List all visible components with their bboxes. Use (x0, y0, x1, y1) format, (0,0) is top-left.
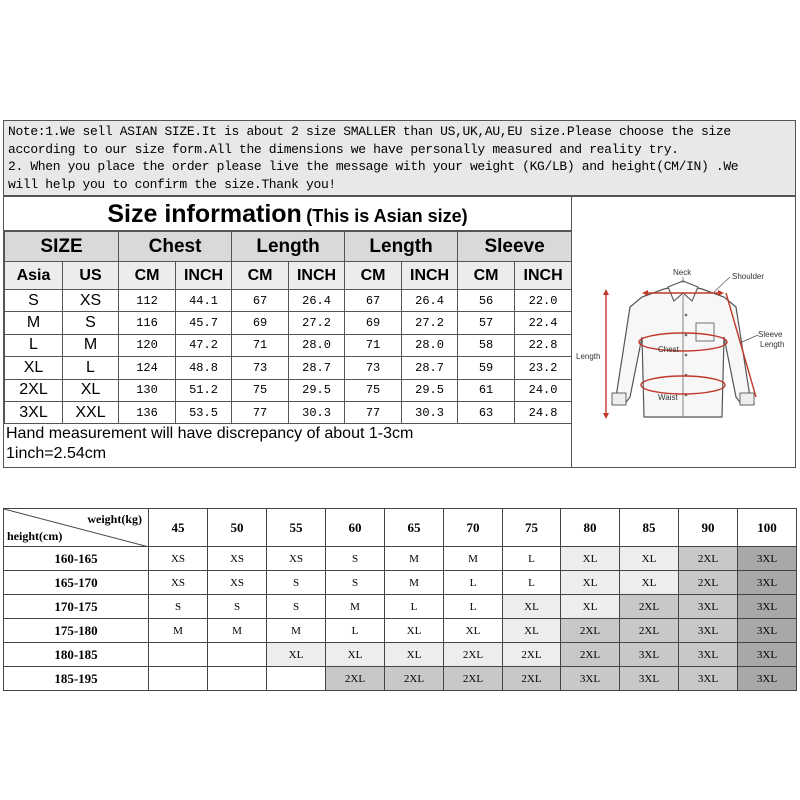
measurement-cell: 44.1 (176, 290, 232, 312)
measurement-cell: 120 (119, 334, 176, 356)
recommended-size-cell: 3XL (738, 667, 797, 691)
size-title-main: Size information (107, 200, 302, 228)
shirt-measurement-icon (572, 197, 797, 469)
weight-header-cell: 50 (208, 509, 267, 547)
recommended-size-cell: XS (208, 547, 267, 571)
recommended-size-cell: 3XL (561, 667, 620, 691)
note-line: according to our size form.All the dimensions we have personally measured and reality try. (8, 141, 679, 157)
recommended-size-cell: M (149, 619, 208, 643)
recommended-size-cell: XS (208, 571, 267, 595)
note-line: will help you to confirm the size.Thank you! (8, 176, 336, 192)
sub-header-cell: CM (119, 262, 176, 290)
sub-header-cell: INCH (515, 262, 572, 290)
measurement-cell: 28.7 (402, 357, 458, 379)
weight-header-cell: 45 (149, 509, 208, 547)
recommended-size-cell: 3XL (679, 643, 738, 667)
recommended-size-cell: 2XL (561, 643, 620, 667)
measurement-cell: 29.5 (402, 379, 458, 401)
weight-height-table (3, 508, 797, 691)
measurement-cell: 28.0 (289, 334, 345, 356)
size-label-cell: L (5, 334, 63, 356)
measurement-cell: 27.2 (289, 312, 345, 334)
size-label-cell: S (5, 290, 63, 312)
label-sleeve: Sleeve (758, 330, 783, 339)
measurement-cell: 24.8 (515, 401, 572, 423)
size-label-cell: L (63, 357, 119, 379)
measurement-cell: 45.7 (176, 312, 232, 334)
measurement-cell: 77 (232, 401, 289, 423)
measurement-cell: 71 (232, 334, 289, 356)
header-chest: Chest (119, 232, 232, 262)
measurement-cell: 30.3 (289, 401, 345, 423)
measurement-cell: 47.2 (176, 334, 232, 356)
height-row (4, 619, 797, 643)
recommended-size-cell: XL (620, 547, 679, 571)
recommended-size-cell: M (444, 547, 503, 571)
measurement-cell: 28.7 (289, 357, 345, 379)
measurement-cell: 29.5 (289, 379, 345, 401)
measurement-cell: 57 (458, 312, 515, 334)
weight-height-body (4, 547, 797, 691)
recommended-size-cell: 3XL (679, 667, 738, 691)
size-row (5, 379, 572, 401)
recommended-size-cell: S (326, 547, 385, 571)
size-label-cell: XL (63, 379, 119, 401)
height-range-cell: 170-175 (4, 595, 149, 619)
size-label-cell: XL (5, 357, 63, 379)
measurement-cell: 22.8 (515, 334, 572, 356)
size-label-cell: XS (63, 290, 119, 312)
recommended-size-cell: XS (149, 547, 208, 571)
height-row (4, 667, 797, 691)
recommended-size-cell: M (326, 595, 385, 619)
header-size: SIZE (5, 232, 119, 262)
recommended-size-cell: XL (561, 595, 620, 619)
measurement-cell: 56 (458, 290, 515, 312)
size-label-cell: S (63, 312, 119, 334)
measurement-cell: 59 (458, 357, 515, 379)
weight-header-cell: 70 (444, 509, 503, 547)
label-length: Length (576, 352, 601, 361)
recommended-size-cell (149, 643, 208, 667)
recommended-size-cell: S (149, 595, 208, 619)
recommended-size-cell: L (444, 571, 503, 595)
recommended-size-cell: S (326, 571, 385, 595)
measurement-cell: 26.4 (289, 290, 345, 312)
size-table-group-header (5, 232, 572, 262)
weight-header-cell: 85 (620, 509, 679, 547)
size-row (5, 357, 572, 379)
label-shoulder: Shoulder (732, 272, 765, 281)
measurement-cell: 30.3 (402, 401, 458, 423)
size-label-cell: 2XL (5, 379, 63, 401)
shirt-diagram (571, 196, 796, 468)
measurement-cell: 116 (119, 312, 176, 334)
discrepancy-note: Hand measurement will have discrepancy of about 1-3cm (6, 425, 414, 443)
sub-header-cell: US (63, 262, 119, 290)
recommended-size-cell: L (444, 595, 503, 619)
size-table-sub-header (5, 262, 572, 290)
size-row (5, 334, 572, 356)
recommended-size-cell: 2XL (620, 619, 679, 643)
weight-header-cell: 55 (267, 509, 326, 547)
height-row (4, 547, 797, 571)
sub-header-cell: Asia (5, 262, 63, 290)
height-range-cell: 165-170 (4, 571, 149, 595)
recommended-size-cell: M (385, 571, 444, 595)
measurement-cell: 23.2 (515, 357, 572, 379)
recommended-size-cell: 2XL (444, 643, 503, 667)
recommended-size-cell: XS (267, 547, 326, 571)
measurement-cell: 58 (458, 334, 515, 356)
recommended-size-cell: 2XL (561, 619, 620, 643)
recommended-size-cell: M (385, 547, 444, 571)
height-range-cell: 175-180 (4, 619, 149, 643)
weight-height-panel (3, 508, 796, 691)
size-row (5, 401, 572, 423)
recommended-size-cell: 2XL (503, 643, 561, 667)
height-row (4, 643, 797, 667)
recommended-size-cell: 2XL (679, 547, 738, 571)
size-label-cell: M (63, 334, 119, 356)
note-line: 2. When you place the order please live the message with your weight (KG/LB) and height(CM/IN) .We (8, 159, 739, 174)
header-length-2: Length (345, 232, 458, 262)
weight-header-cell: 80 (561, 509, 620, 547)
sub-header-cell: CM (232, 262, 289, 290)
recommended-size-cell: 3XL (620, 643, 679, 667)
measurement-cell: 136 (119, 401, 176, 423)
size-label-cell: M (5, 312, 63, 334)
size-note (3, 120, 796, 196)
recommended-size-cell: 2XL (326, 667, 385, 691)
height-range-cell: 160-165 (4, 547, 149, 571)
label-chest: Chest (658, 345, 679, 354)
recommended-size-cell: XS (149, 571, 208, 595)
recommended-size-cell: 2XL (620, 595, 679, 619)
recommended-size-cell: S (267, 571, 326, 595)
size-row (5, 290, 572, 312)
recommended-size-cell (208, 667, 267, 691)
sub-header-cell: INCH (402, 262, 458, 290)
size-row (5, 312, 572, 334)
measurement-cell: 63 (458, 401, 515, 423)
measurement-cell: 26.4 (402, 290, 458, 312)
recommended-size-cell (149, 667, 208, 691)
inch-conversion-note: 1inch=2.54cm (6, 445, 107, 463)
size-table-title (4, 197, 571, 231)
measurement-cell: 28.0 (402, 334, 458, 356)
recommended-size-cell: 3XL (620, 667, 679, 691)
measurement-cell: 69 (232, 312, 289, 334)
size-table (4, 231, 572, 424)
recommended-size-cell (208, 643, 267, 667)
measurement-cell: 124 (119, 357, 176, 379)
recommended-size-cell: XL (385, 619, 444, 643)
recommended-size-cell: 2XL (503, 667, 561, 691)
size-footnotes (4, 424, 571, 464)
recommended-size-cell: 2XL (444, 667, 503, 691)
measurement-cell: 24.0 (515, 379, 572, 401)
measurement-cell: 67 (232, 290, 289, 312)
measurement-cell: 73 (345, 357, 402, 379)
height-row (4, 571, 797, 595)
recommended-size-cell: L (503, 547, 561, 571)
recommended-size-cell: 3XL (738, 547, 797, 571)
recommended-size-cell: XL (620, 571, 679, 595)
recommended-size-cell: L (385, 595, 444, 619)
measurement-cell: 67 (345, 290, 402, 312)
weight-header-cell: 90 (679, 509, 738, 547)
label-neck: Neck (673, 268, 692, 277)
recommended-size-cell: 2XL (679, 571, 738, 595)
measurement-cell: 71 (345, 334, 402, 356)
corner-weight-label: weight(kg) (87, 512, 142, 526)
recommended-size-cell: M (267, 619, 326, 643)
recommended-size-cell: S (208, 595, 267, 619)
weight-height-corner (4, 509, 149, 547)
label-sleeve-length: Length (760, 340, 785, 349)
measurement-cell: 61 (458, 379, 515, 401)
weight-header-row (4, 509, 797, 547)
recommended-size-cell: XL (561, 571, 620, 595)
weight-header-cell: 65 (385, 509, 444, 547)
measurement-cell: 112 (119, 290, 176, 312)
sub-header-cell: INCH (176, 262, 232, 290)
recommended-size-cell: XL (503, 595, 561, 619)
measurement-cell: 27.2 (402, 312, 458, 334)
height-range-cell: 180-185 (4, 643, 149, 667)
recommended-size-cell: XL (503, 619, 561, 643)
size-title-sub: (This is Asian size) (306, 206, 468, 226)
recommended-size-cell: M (208, 619, 267, 643)
measurement-cell: 53.5 (176, 401, 232, 423)
size-table-body (5, 290, 572, 424)
header-length: Length (232, 232, 345, 262)
measurement-cell: 48.8 (176, 357, 232, 379)
recommended-size-cell: 3XL (738, 595, 797, 619)
recommended-size-cell: 3XL (738, 619, 797, 643)
recommended-size-cell: L (503, 571, 561, 595)
measurement-cell: 75 (345, 379, 402, 401)
measurement-cell: 73 (232, 357, 289, 379)
measurement-cell: 22.0 (515, 290, 572, 312)
sub-header-cell: CM (458, 262, 515, 290)
recommended-size-cell: 3XL (679, 595, 738, 619)
recommended-size-cell: XL (561, 547, 620, 571)
height-range-cell: 185-195 (4, 667, 149, 691)
height-row (4, 595, 797, 619)
recommended-size-cell: XL (326, 643, 385, 667)
weight-header-cell: 60 (326, 509, 385, 547)
sub-header-cell: INCH (289, 262, 345, 290)
label-waist: Waist (658, 393, 678, 402)
recommended-size-cell: 3XL (738, 571, 797, 595)
weight-header-cell: 100 (738, 509, 797, 547)
size-information-panel (3, 196, 572, 468)
size-label-cell: XXL (63, 401, 119, 423)
sub-header-cell: CM (345, 262, 402, 290)
measurement-cell: 130 (119, 379, 176, 401)
measurement-cell: 77 (345, 401, 402, 423)
measurement-cell: 75 (232, 379, 289, 401)
recommended-size-cell: XL (267, 643, 326, 667)
recommended-size-cell: XL (385, 643, 444, 667)
weight-header-cell: 75 (503, 509, 561, 547)
measurement-cell: 51.2 (176, 379, 232, 401)
size-label-cell: 3XL (5, 401, 63, 423)
recommended-size-cell: 3XL (679, 619, 738, 643)
header-sleeve: Sleeve (458, 232, 572, 262)
recommended-size-cell: 3XL (738, 643, 797, 667)
measurement-cell: 69 (345, 312, 402, 334)
note-line: Note:1.We sell ASIAN SIZE.It is about 2 size SMALLER than US,UK,AU,EU size.Please choose the size (8, 124, 731, 139)
recommended-size-cell: S (267, 595, 326, 619)
recommended-size-cell: L (326, 619, 385, 643)
measurement-cell: 22.4 (515, 312, 572, 334)
recommended-size-cell (267, 667, 326, 691)
corner-height-label: height(cm) (7, 529, 63, 543)
recommended-size-cell: XL (444, 619, 503, 643)
recommended-size-cell: 2XL (385, 667, 444, 691)
